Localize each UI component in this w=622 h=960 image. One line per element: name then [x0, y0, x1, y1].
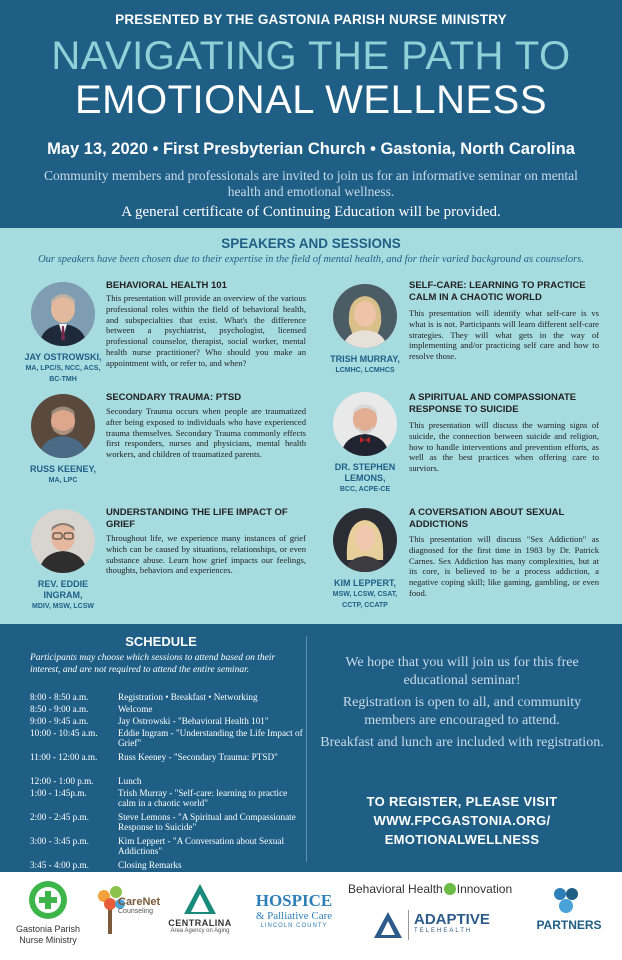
- centralina-logo-text: CENTRALINA Area Agency on Aging: [168, 918, 232, 934]
- session-title-behavioral-health: BEHAVIORAL HEALTH 101: [106, 280, 227, 291]
- bhi-logo-text: Behavioral Health Innovation: [348, 882, 513, 896]
- schedule-section: SCHEDULE Participants may choose which sessions to attend based on their interest, and are not required to attend the entire seminar. 8:00 - 8:50 a.m. Registration • Breakfast • Networking 8:50 - 9:00 a.m. Welcome 9:00 - 9:45 a.m. Jay Ostrowski - "Behavioral Health 101" 10:00 - 10:45 a.m. Eddie Ingram - "Understanding the Life Impact of Grief" 11:00 - 12:00 a.m. Russ Keeney - "Secondary Trauma: PTSD" 12:00 - 1:00 p.m. Lunch 1:00 - 1:45p.m. Trish Murray - "Self-care: learning to practice calm in a chaotic world" 2:00 - 2:45 p.m. Steve Lemons - "A Spiritual and Compassionate Response to Suicide" 3:00 - 3:45 p.m. Kim Leppert - "A Conversation about Sexual Addictions" 3:45 - 4:00 p.m. Closing Remarks We hope that you will join us for this free educational seminar! Registration is open to all, and community members are encouraged to attend. Breakfast and lunch are included with registration. TO REGISTER, PLEASE VISIT WWW.FPCGASTONIA.ORG/ EMOTIONALWELLNESS: [0, 624, 622, 872]
- adaptive-divider: [408, 910, 409, 940]
- session-title-sexual-addictions: A COVERSATION ABOUT SEXUAL ADDICTIONS: [409, 507, 565, 530]
- speaker-name-kim-leppert: KIM LEPPERT, MSW, LCSW, CSAT, CCTP, CCATP: [332, 578, 398, 609]
- registration-open-text: Registration is open to all, and community members are encouraged to attend.: [342, 695, 582, 728]
- session-desc-grief: Throughout life, we experience many instances of grief which can be caused by situations, relationships, or even substance abuse. Learn how grief impacts our feelings, thoughts, behaviors and experiences.: [106, 533, 306, 576]
- meals-included-text: Breakfast and lunch are included with registration.: [320, 735, 604, 750]
- speakers-panel: [0, 228, 622, 624]
- adaptive-logo-icon: [372, 910, 404, 940]
- speaker-name-eddie-ingram: REV. EDDIE INGRAM, MDIV, MSW, LCSW: [32, 579, 94, 610]
- partners-logo-text: PARTNERS: [536, 918, 602, 932]
- schedule-title: SCHEDULE: [125, 634, 197, 649]
- register-callout: [316, 792, 608, 849]
- adaptive-logo-text: ADAPTIVE TELEHEALTH: [414, 911, 490, 934]
- partners-logo-icon: [550, 884, 582, 916]
- speaker-name-russ-keeney: RUSS KEENEY, MA, LPC: [29, 464, 97, 484]
- speaker-name-jay-ostrowski: JAY OSTROWSKI, MA, LPC/S, NCC, ACS, BC-TMH: [24, 352, 102, 383]
- speaker-photo-russ-keeney: [31, 394, 95, 458]
- title-line-2: EMOTIONAL WELLNESS: [74, 78, 548, 122]
- session-title-self-care: SELF-CARE: LEARNING TO PRACTICE CALM IN A CHAOTIC WORLD: [409, 280, 586, 303]
- schedule-subtitle: Participants may choose which sessions to attend based on their interest, and are not required to attend the entire seminar.: [30, 653, 276, 675]
- gpnm-logo-icon: [28, 880, 68, 920]
- sponsor-footer: [0, 872, 622, 960]
- session-title-suicide: A SPIRITUAL AND COMPASSIONATE RESPONSE TO SUICIDE: [409, 392, 577, 415]
- intro-text: Community members and professionals are invited to join us for an informative seminar on mental health and emotional wellness.: [44, 168, 578, 199]
- register-url-line-2[interactable]: EMOTIONALWELLNESS: [384, 832, 540, 847]
- speaker-photo-stephen-lemons: [333, 392, 397, 456]
- carenet-logo-text: CareNet Counseling: [118, 896, 161, 915]
- speaker-photo-trish-murray: [333, 284, 397, 348]
- session-desc-suicide: This presentation will discuss the warning signs of suicide, the connection between suicide and religion, how to handle interventions and prevention efforts, as well as the best practices when offering care to surviors.: [409, 420, 599, 474]
- event-dateline: May 13, 2020 • First Presbyterian Church • Gastonia, North Carolina: [47, 140, 575, 158]
- speakers-subtitle: Our speakers have been chosen due to their expertise in the field of mental health, and for their varied background as counselors.: [38, 254, 584, 265]
- join-us-text: We hope that you will join us for this free educational seminar!: [345, 655, 579, 688]
- speaker-photo-kim-leppert: [333, 508, 397, 572]
- register-line-1: TO REGISTER, PLEASE VISIT: [366, 794, 558, 809]
- presented-by: PRESENTED BY THE GASTONIA PARISH NURSE MINISTRY: [115, 12, 507, 27]
- session-title-secondary-trauma: SECONDARY TRAUMA: PTSD: [106, 392, 242, 403]
- speakers-title: SPEAKERS AND SESSIONS: [221, 236, 401, 251]
- column-divider: [306, 636, 307, 862]
- speaker-photo-jay-ostrowski: [31, 282, 95, 346]
- title-line-1: NAVIGATING THE PATH TO: [51, 34, 571, 78]
- speaker-name-stephen-lemons: DR. STEPHEN LEMONS, BCC, ACPE-CE: [334, 462, 396, 493]
- session-desc-secondary-trauma: Secondary Trauma occurs when people are traumatized after being exposed to individuals who have experienced trauma themselves. Secondary Trauma commonly effects first responders, nurses and physicians, mental health workers, and children of traumatized parents.: [106, 406, 306, 460]
- register-url-line-1[interactable]: WWW.FPCGASTONIA.ORG/: [373, 813, 551, 828]
- certificate-note: A general certificate of Continuing Education will be provided.: [121, 204, 501, 220]
- session-desc-sexual-addictions: This presentation will discuss "Sex Addiction" as diagnosed for the first time in 1983 by Dr. Patrick Carnes. Sex Addiction has many complexities, but at its core, is believed to be a process addiction, a negative coping skill; like gaming, gambling, or even food.: [409, 534, 599, 598]
- gpnm-logo-text: Gastonia Parish Nurse Ministry: [15, 924, 81, 945]
- header: [0, 0, 622, 228]
- centralina-logo-icon: [182, 882, 218, 916]
- hospice-logo-text: HOSPICE & Palliative Care LINCOLN COUNTY: [255, 891, 333, 929]
- speaker-name-trish-murray: TRISH MURRAY, LCMHC, LCMHCS: [330, 354, 400, 374]
- speaker-photo-eddie-ingram: [31, 509, 95, 573]
- session-desc-self-care: This presentation will identify what self-care is vs what is is not. Participants will learn different self-care strategies. They will what gets in the way of implementing and/or practicing self care and how to resolve those.: [409, 308, 599, 362]
- session-desc-behavioral-health: This presentation will provide an overview of the various professional roles within the field of behavioral health, and subspecialties that exist. What's the difference between a psychiatrist, psychologist, licensed professional counselor, therapist, social worker, mental health nurse practitioner? Who should you make an appointment with, or refer to, and when?: [106, 293, 306, 368]
- bhi-leaf-icon: [444, 883, 456, 895]
- session-title-grief: UNDERSTANDING THE LIFE IMPACT OF GRIEF: [106, 507, 288, 530]
